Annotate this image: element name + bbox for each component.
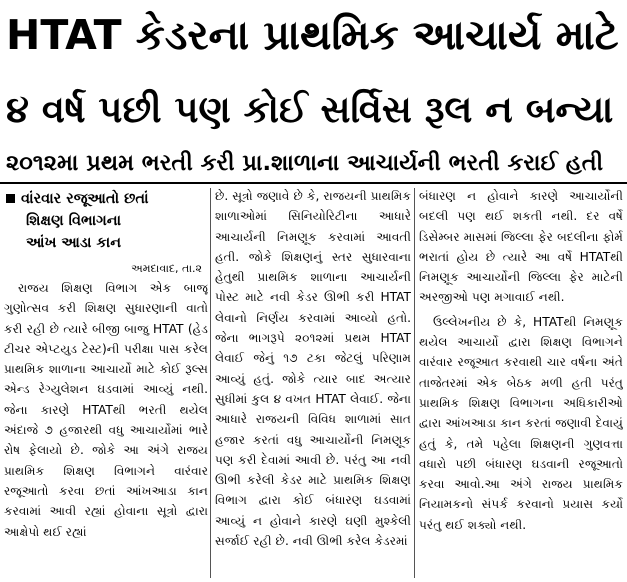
article-column-3 [419, 186, 623, 580]
article-paragraph: ઉલ્લેખનીય છે કે, HTATથી નિમણૂક થયેલ આચાર્યો દ્વારા શિક્ષણ વિભાગને વારંવાર રજૂઆત કરવાથી ચાર વર્ષના અંતે તાજેતરમાં એક બેઠક મળી હતી પરંતુ પ્રાથમિક શિક્ષણ વિભાગના અધિકારીઓ દ્વારા આંખઆડા કાન કરતાં જણાવી દેવાયું હતું કે, તમે પહેલા શિક્ષણની ગુણવત્તા વધારો પછી બંધારણ ઘડવાની રજૂઆતો કરવા આવો.આ અંગે રાજય પ્રાથમિક નિયામકનો સંપર્ક કરવાનો પ્રયાસ કર્યો પરંતુ થઈ શક્યો નથી. [419, 314, 623, 532]
headline-line-2: ૪ વર્ષ પછી પણ કોઈ સર્વિસ રૂલ ન બન્યા [6, 88, 614, 131]
square-bullet-icon [6, 194, 15, 203]
headline-line-1: HTAT કેડરના પ્રાથમિક આચાર્ય માટે [6, 11, 619, 59]
article-column-2 [215, 186, 411, 580]
article-paragraph: છે. સૂત્રો જણાવે છે કે, રાજયની પ્રાથમિક શાળાઓમાં સિનિયોરિટીના આધારે આચાર્યની નિમણૂક કરવામાં આવતી હતી. જોકે શિક્ષણનું સ્તર સુધારવાના હેતુથી પ્રાથમિક શાળાના આચાર્યની પોસ્ટ માટે નવી કેડર ઊભી કરી HTAT લેવાનો નિર્ણય કરવામાં આવ્યો હતો. જેના ભાગરૂપે ૨૦૧૨માં પ્રથમ HTAT લેવાઈ જેનું ૧૭ ટકા જેટલું પરિણામ આવ્યું હતું. જોકે ત્યાર બાદ અત્યાર સુધીમાં કુલ ૪ વખત HTAT લેવાઈ. જેના આધારે રાજયની વિવિધ શાળામાં સાત હજાર કરતાં વધુ આચાર્યોની નિમણૂક પણ કરી દેવામાં આવી છે. પરંતુ આ નવી ઊભી કરેલી કેડર માટે પ્રાથમિક શિક્ષણ વિભાગ દ્વારા કોઈ બંધારણ ઘડવામાં આવ્યું ન હોવાને કારણે ઘણી મુશ્કેલી સર્જાઈ રહી છે. નવી ઊભી કરેલ કેડરમાં [215, 189, 411, 549]
subheadline: ૨૦૧૨મા પ્રથમ ભરતી કરી પ્રા.શાળાના આચાર્યની ભરતી કરાઈ હતી [6, 150, 604, 176]
article-paragraph: બંધારણ ન હોવાને કારણે આચાર્યોની બદલી પણ થઈ શકતી નથી. દર વર્ષે ડિસેમ્બર માસમાં જિલ્લા ફેર બદલીના ફોર્મ ભરાતાં હોય છે ત્યારે આ વર્ષે HTATથી નિમણૂક આચાર્યોની જિલ્લા ફેર માટેની અરજીઓ પણ મગાવાઈ નથી. [419, 189, 623, 305]
column-divider [210, 188, 211, 578]
kicker-line-3: આંખ આડા કાન [26, 235, 122, 251]
header-rule [0, 182, 627, 184]
article-paragraph: રાજય શિક્ષણ વિભાગ એક બાજૂ ગુણોત્સવ કરી શિક્ષણ સુધારણાની વાતો કરી રહી છે ત્યારે બીજી બાજુ HTAT (હેડ ટીચર એપ્ટયુડ ટેસ્ટ)ની પરીક્ષા પાસ કરેલ પ્રાથમિક શાળાના આચાર્યો માટે કોઈ રૂલ્સ એન્ડ રેગ્યુલેશન ઘડવામાં આવ્યું નથી. જેના કારણે HTATથી ભરતી થયેલ અંદાજે ૭ હજારથી વધુ આચાર્યોમાં ભારે રોષ ફેલાયો છે. જોકે આ અંગે રાજય પ્રાથમિક શિક્ષણ વિભાગને વારંવાર રજૂઆતો કરવા છતાં આંખઆડા કાન કરવામાં આવી રહ્યાં હોવાના સૂત્રો દ્વારા આક્ષેપો થઈ રહ્યાં [4, 281, 208, 539]
kicker-line-2: શિક્ષણ વિભાગના [26, 213, 122, 229]
dateline: અમદાવાદ, તા.૨ [131, 262, 202, 275]
kicker [4, 188, 208, 254]
column-divider [414, 188, 415, 578]
kicker-line-1: વાંરવાર રજૂઆતો છતાં [21, 191, 149, 207]
article-column-1 [4, 186, 208, 580]
